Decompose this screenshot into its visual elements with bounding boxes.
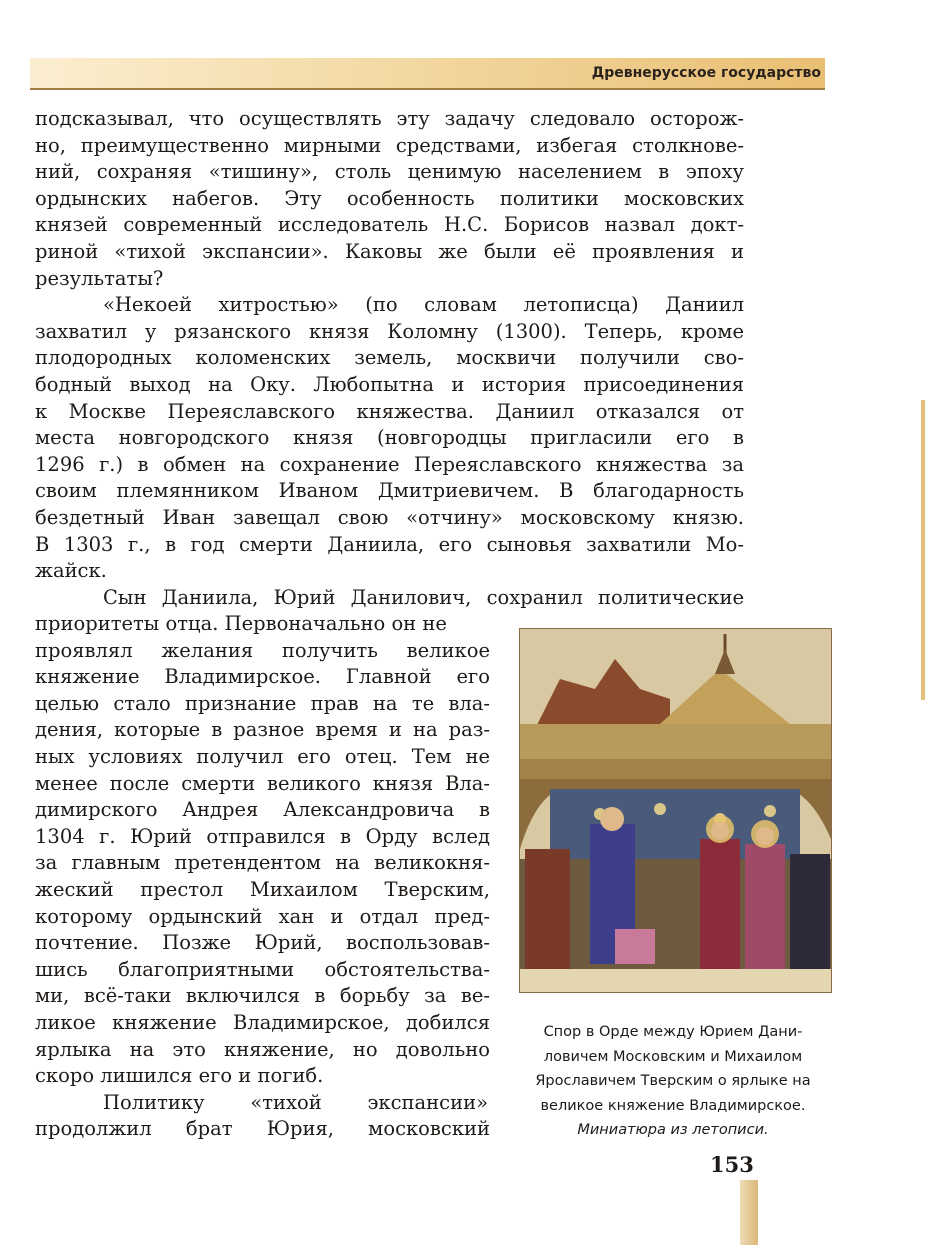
- caption-line: великое княжение Владимирское.: [540, 1097, 806, 1114]
- text-line: [35, 159, 744, 186]
- text-line-content: «Некоей хитростью» (по словам летописца) Даниил: [103, 293, 744, 317]
- text-line: [35, 186, 744, 213]
- text-line-content: но, преимущественно мирными средствами, избегая столкнове-: [35, 133, 744, 157]
- text-line: [35, 1010, 490, 1037]
- text-line: [35, 1037, 490, 1064]
- text-line: [35, 345, 744, 372]
- text-line: [35, 797, 490, 824]
- text-line: [35, 691, 490, 718]
- running-header-title: Древнерусское государство: [591, 65, 821, 81]
- text-line-content: скоро лишился его и погиб.: [35, 1064, 324, 1088]
- text-line: [35, 106, 744, 133]
- page-number: 153: [710, 1152, 754, 1177]
- text-line: [35, 452, 744, 479]
- text-line: [35, 771, 490, 798]
- text-line-content: менее после смерти великого князя Вла-: [35, 771, 490, 795]
- text-line: [35, 611, 490, 638]
- text-line: [35, 292, 744, 319]
- text-line-content: княжение Владимирское. Главной его: [35, 665, 490, 689]
- text-line-content: Сын Даниила, Юрий Данилович, сохранил политические: [103, 585, 744, 609]
- text-line: [35, 957, 490, 984]
- text-line: [35, 717, 490, 744]
- text-line-content: продолжил брат Юрия, московский: [35, 1117, 490, 1141]
- text-line-content: ликое княжение Владимирское, добился: [35, 1010, 490, 1034]
- text-line-content: жайск.: [35, 559, 107, 583]
- text-line-content: жеский престол Михаилом Тверским,: [35, 877, 490, 901]
- text-line-content: захватил у рязанского князя Коломну (1300). Теперь, кроме: [35, 319, 744, 343]
- text-line: [35, 664, 490, 691]
- text-line-content: 1296 г.) в обмен на сохранение Переяславского княжества за: [35, 452, 744, 476]
- text-line: [35, 1063, 490, 1090]
- text-line-content: ордынских набегов. Эту особенность политики московских: [35, 186, 744, 210]
- text-line-content: шись благоприятными обстоятельства-: [35, 957, 490, 981]
- text-line-content: ных условиях получил его отец. Тем не: [35, 744, 490, 768]
- text-line: [35, 585, 744, 612]
- text-line-content: В 1303 г., в год смерти Даниила, его сыновья захватили Мо-: [35, 532, 744, 556]
- caption-line: Ярославичем Тверским о ярлыке на: [535, 1073, 811, 1089]
- text-line: [35, 904, 490, 931]
- text-line-content: бездетный Иван завещал свою «отчину» московскому князю.: [35, 505, 744, 529]
- text-line-content: проявлял желания получить великое: [35, 638, 490, 662]
- text-line-content: целью стало признание прав на те вла-: [35, 691, 490, 715]
- text-line: [35, 505, 744, 532]
- text-line: [35, 319, 744, 346]
- text-line-content: ний, сохраняя «тишину», столь ценимую населением в эпоху: [35, 160, 744, 184]
- text-line: [35, 133, 744, 160]
- caption-line: Спор в Орде между Юрием Дани-: [543, 1024, 803, 1040]
- text-line-content: за главным претендентом на великокня-: [35, 851, 490, 875]
- text-line: [35, 532, 744, 559]
- text-line: [35, 1090, 490, 1117]
- text-line: [35, 638, 490, 665]
- text-line: [35, 372, 744, 399]
- text-line: [35, 212, 744, 239]
- caption-source-note: Миниатюра из летописи.: [577, 1122, 769, 1138]
- running-header: [30, 58, 825, 90]
- text-line-content: Политику «тихой экспансии»: [103, 1090, 488, 1114]
- text-line-content: ярлыка на это княжение, но довольно: [35, 1037, 490, 1061]
- text-line: [35, 930, 490, 957]
- text-line-content: бодный выход на Оку. Любопытна и история присоединения: [35, 372, 744, 396]
- text-line-content: димирского Андрея Александровича в: [35, 798, 490, 822]
- text-line-content: места новгородского князя (новгородцы пригласили его в: [35, 426, 744, 450]
- body-text-full-width: [35, 106, 744, 611]
- text-line: [35, 850, 490, 877]
- text-line-content: подсказывал, что осуществлять эту задачу следовало осторож-: [35, 107, 744, 130]
- body-text-left-column: [35, 611, 490, 1143]
- text-line-content: к Москве Переяславского княжества. Даниил отказался от: [35, 399, 744, 423]
- text-line-content: 1304 г. Юрий отправился в Орду вслед: [35, 824, 490, 848]
- text-line: [35, 239, 744, 266]
- text-line-content: дения, которые в разное время и на раз-: [35, 718, 490, 742]
- caption-line: ловичем Московским и Михаилом: [543, 1048, 803, 1065]
- text-line: [35, 1116, 490, 1143]
- text-line: [35, 478, 744, 505]
- text-line-content: результаты?: [35, 266, 164, 290]
- chronicle-miniature-illustration: [519, 628, 832, 993]
- text-line-content: которому ордынский хан и отдал пред-: [35, 904, 490, 928]
- text-line-content: риной «тихой экспансии». Каковы же были её проявления и: [35, 239, 744, 263]
- text-line-content: ми, всё-таки включился в борьбу за ве-: [35, 984, 490, 1008]
- page-edge-strip: [921, 400, 925, 700]
- text-line-content: своим племянником Иваном Дмитриевичем. В благодарность: [35, 479, 744, 503]
- text-line: [35, 824, 490, 851]
- text-line: [35, 983, 490, 1010]
- text-line-content: плодородных коломенских земель, москвичи получили сво-: [35, 346, 744, 370]
- text-line: [35, 266, 744, 293]
- page-number-bar: [740, 1180, 758, 1245]
- text-line-content: приоритеты отца. Первоначально он не: [35, 612, 447, 635]
- text-line: [35, 399, 744, 426]
- text-line-content: князей современный исследователь Н.С. Борисов назвал докт-: [35, 213, 744, 237]
- text-line-content: почтение. Позже Юрий, воспользовав-: [35, 931, 490, 955]
- text-line: [35, 877, 490, 904]
- text-line: [35, 558, 744, 585]
- text-line: [35, 744, 490, 771]
- text-line: [35, 425, 744, 452]
- figure-caption: [510, 1020, 836, 1143]
